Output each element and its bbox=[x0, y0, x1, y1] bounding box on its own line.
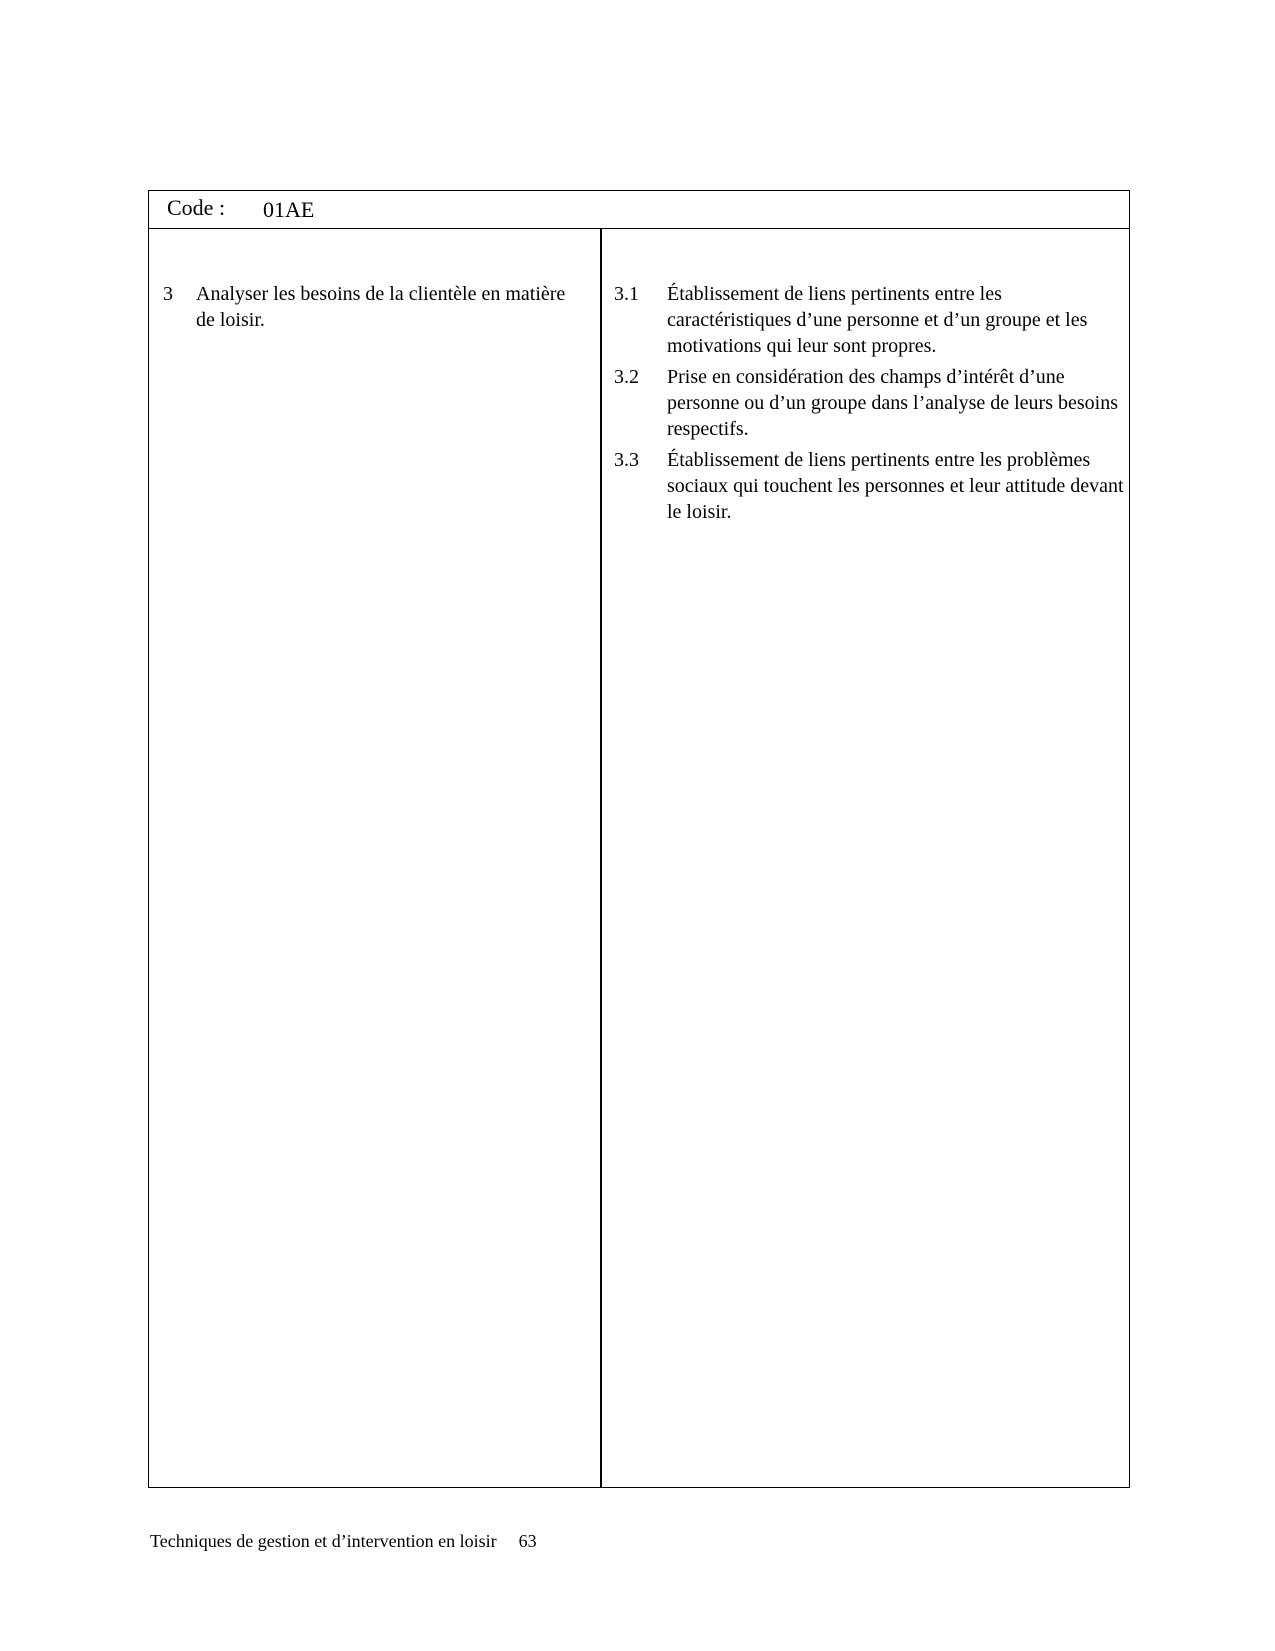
competency-table bbox=[148, 190, 1130, 1488]
code-value: 01AE bbox=[263, 197, 315, 222]
competency-element bbox=[163, 281, 583, 333]
column-divider bbox=[600, 229, 602, 1487]
criterion-text: Établissement de liens pertinents entre les problèmes sociaux qui touchent les personnes et leur attitude devant le loisir. bbox=[667, 449, 1124, 523]
competency-text: Analyser les besoins de la clientèle en matière de loisir. bbox=[196, 283, 566, 331]
criterion-text: Établissement de liens pertinents entre les caractéristiques d’une personne et d’un groupe et les motivations qui leur sont propres. bbox=[667, 283, 1088, 357]
page-number: 63 bbox=[518, 1531, 537, 1551]
criterion-number: 3.1 bbox=[614, 283, 639, 305]
criterion-text: Prise en considération des champs d’intérêt d’une personne ou d’un groupe dans l’analyse de leurs besoins respectifs. bbox=[667, 366, 1118, 440]
performance-criteria bbox=[614, 281, 1126, 530]
program-title: Techniques de gestion et d’intervention en loisir bbox=[150, 1531, 497, 1551]
criterion-item bbox=[614, 447, 1126, 525]
criterion-item bbox=[614, 281, 1126, 359]
criterion-item bbox=[614, 364, 1126, 442]
competency-number: 3 bbox=[163, 283, 173, 305]
code-label: Code : bbox=[167, 195, 226, 220]
criterion-number: 3.2 bbox=[614, 366, 639, 388]
criterion-number: 3.3 bbox=[614, 449, 639, 471]
code-header bbox=[149, 191, 1129, 229]
page-footer bbox=[150, 1531, 537, 1552]
